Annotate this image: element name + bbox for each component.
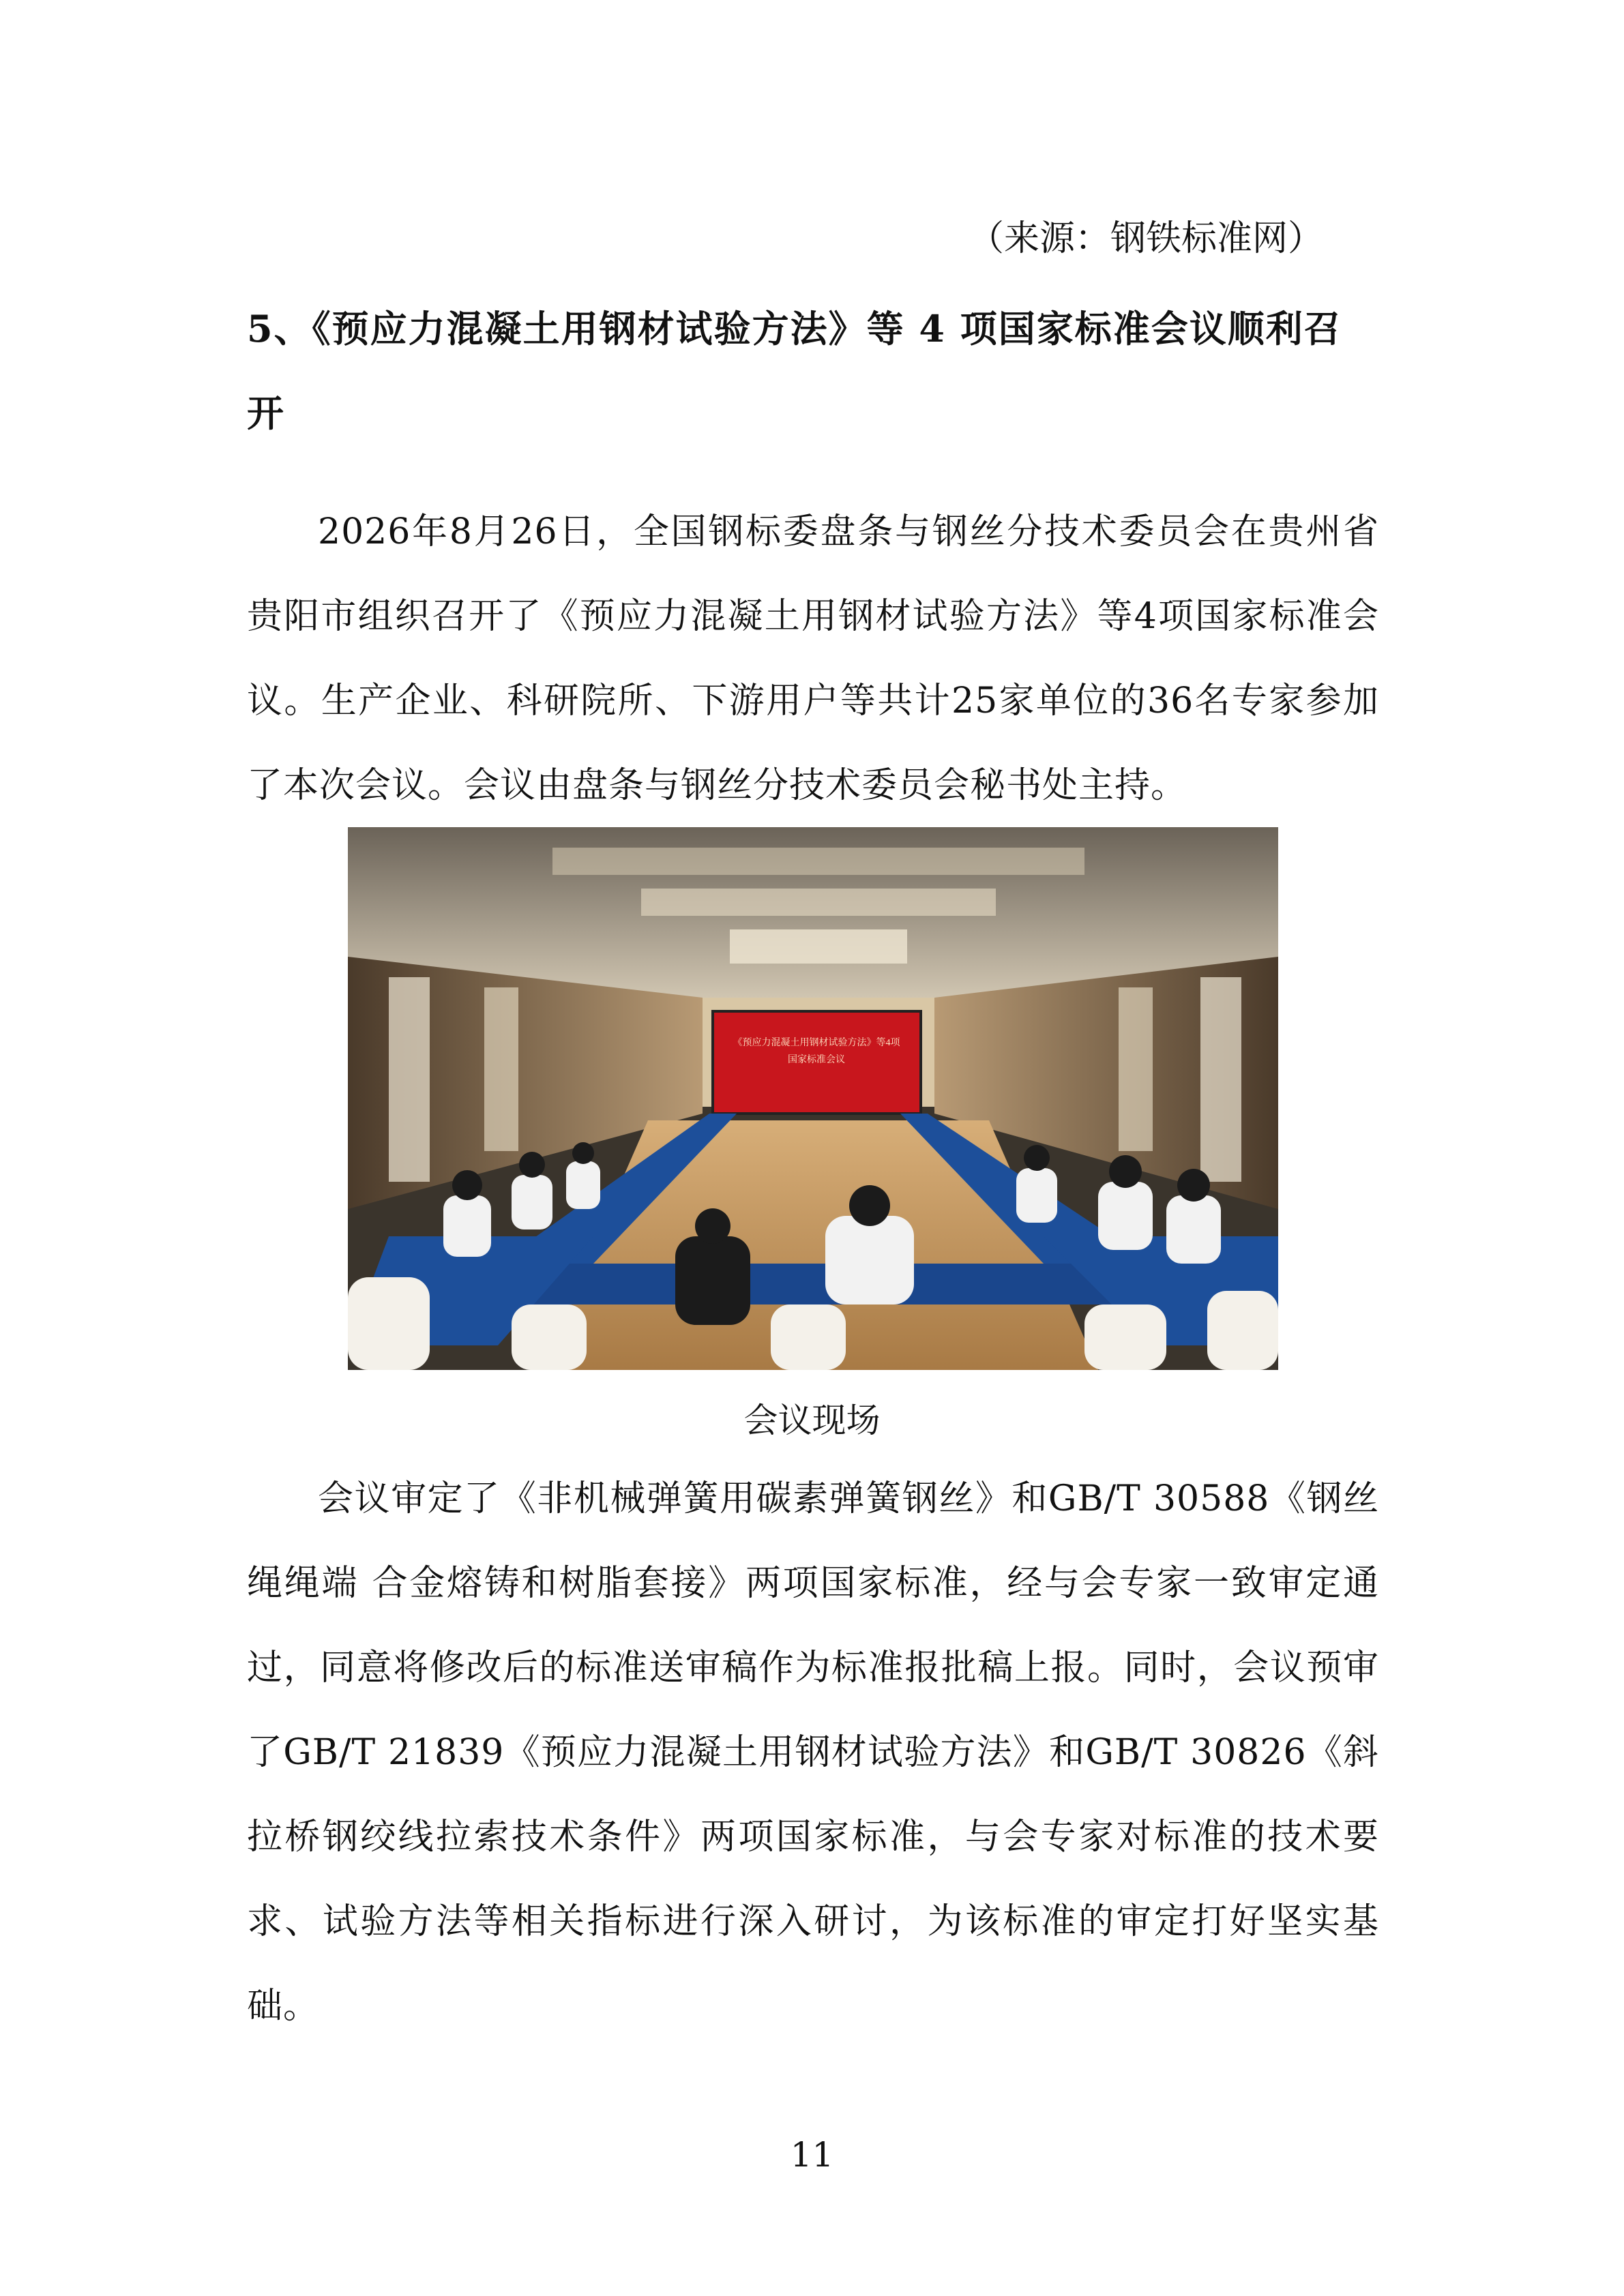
photo-caption: 会议现场 <box>743 1401 881 1440</box>
screen-title-line-1: 《预应力混凝土用钢材试验方法》等4项 <box>733 1038 900 1048</box>
page-number: 11 <box>790 2135 834 2175</box>
meeting-photo-illustration <box>348 827 1278 1370</box>
source-attribution: （来源：钢铁标准网） <box>969 218 1324 259</box>
article-heading: 5、《预应力混凝土用钢材试验方法》等 4 项国家标准会议顺利召开 <box>247 307 1342 435</box>
screen-title-line-2: 国家标准会议 <box>788 1055 845 1065</box>
meeting-photo <box>348 827 1278 1370</box>
article-paragraph-1: 2026年8月26日，全国钢标委盘条与钢丝分技术委员会在贵州省贵阳市组织召开了《预应力混凝土用钢材试验方法》等4项国家标准会议。生产企业、科研院所、下游用户等共计25家单位的36名专家参加了本次会议。会议由盘条与钢丝分技术委员会秘书处主持。 <box>247 511 1379 806</box>
article-paragraph-2: 会议审定了《非机械弹簧用碳素弹簧钢丝》和GB/T 30588《钢丝绳绳端 合金熔铸和树脂套接》两项国家标准，经与会专家一致审定通过，同意将修改后的标准送审稿作为标准报批稿上报。同时，会议预审了GB/T 21839《预应力混凝土用钢材试验方法》和GB/T 30826《斜拉桥钢绞线拉索技术条件》两项国家标准，与会专家对标准的技术要求、试验方法等相关指标进行深入研讨，为该标准的审定打好坚实基础。 <box>247 1478 1379 2027</box>
